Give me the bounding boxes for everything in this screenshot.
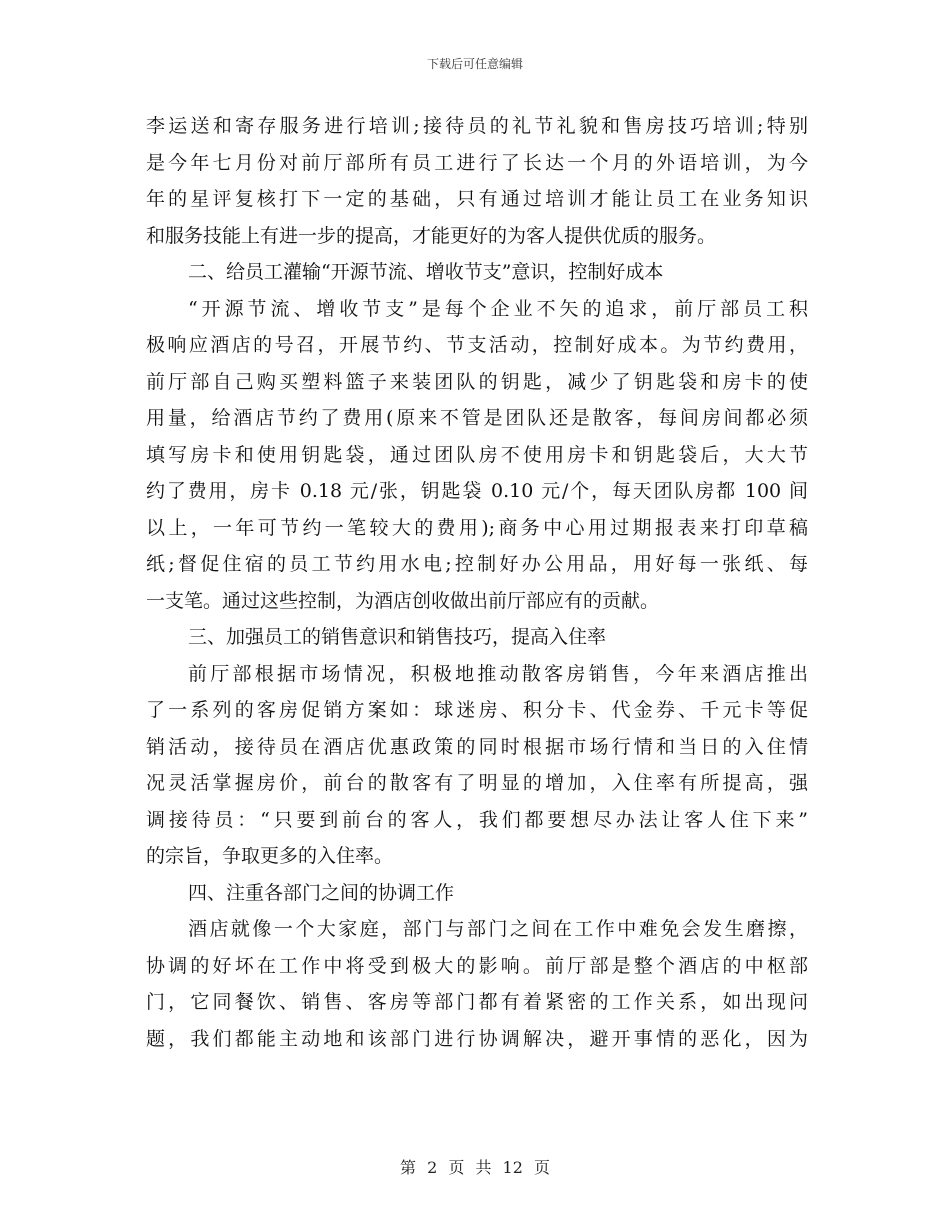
text-line: 李运送和寄存服务进行培训;接待员的礼节礼貌和售房技巧培训;特别 xyxy=(146,115,808,137)
text-line: 纸;督促住宿的员工节约用水电;控制好办公用品，用好每一张纸、每 xyxy=(146,553,808,575)
text-line: 前厅部自己购买塑料篮子来装团队的钥匙，减少了钥匙袋和房卡的使 xyxy=(146,370,808,393)
text-line: 协调的好坏在工作中将受到极大的影响。前厅部是整个酒店的中枢部 xyxy=(146,954,808,977)
text-line: 销活动，接待员在酒店优惠政策的同时根据市场行情和当日的入住情 xyxy=(146,735,808,758)
text-line: 年的星评复核打下一定的基础，只有通过培训才能让员工在业务知识 xyxy=(146,188,808,210)
text-line: 填写房卡和使用钥匙袋，通过团队房不使用房卡和钥匙袋后，大大节 xyxy=(146,443,808,466)
text-line: 调接待员：“只要到前台的客人，我们都要想尽办法让客人住下来” xyxy=(146,808,808,831)
text-line: 的宗旨，争取更多的入住率。 xyxy=(146,845,394,867)
text-line: 是今年七月份对前厅部所有员工进行了长达一个月的外语培训，为今 xyxy=(146,151,808,174)
page-number-footer: 第 2 页 共 12 页 xyxy=(400,1158,550,1177)
text-line: 况灵活掌握房价，前台的散客有了明显的增加，入住率有所提高，强 xyxy=(146,772,808,794)
page-header: 下载后可任意编辑 xyxy=(426,57,523,71)
document-body xyxy=(146,108,808,1057)
text-line: 前厅部根据市场情况，积极地推动散客房销售，今年来酒店推出 xyxy=(188,662,808,685)
text-line: “开源节流、增收节支”是每个企业不矢的追求，前厅部员工积 xyxy=(188,297,808,320)
text-line: 极响应酒店的号召，开展节约、节支活动，控制好成本。为节约费用， xyxy=(146,334,808,356)
text-line: 了一系列的客房促销方案如：球迷房、积分卡、代金券、千元卡等促 xyxy=(146,699,808,721)
text-line: 约了费用，房卡 0.18 元/张，钥匙袋 0.10 元/个，每天团队房都 100 间 xyxy=(146,480,808,502)
text-line: 和服务技能上有进一步的提高，才能更好的为客人提供优质的服务。 xyxy=(146,224,717,247)
text-line: 四、注重各部门之间的协调工作 xyxy=(188,881,455,904)
text-line: 三、加强员工的销售意识和销售技巧，提高入住率 xyxy=(188,626,607,648)
text-line: 以上，一年可节约一笔较大的费用);商务中心用过期报表来打印草稿 xyxy=(146,516,808,539)
text-line: 用量，给酒店节约了费用(原来不管是团队还是散客，每间房间都必须 xyxy=(146,407,808,429)
text-line: 门，它同餐饮、销售、客房等部门都有着紧密的工作关系，如出现问 xyxy=(146,991,808,1013)
text-line: 酒店就像一个大家庭，部门与部门之间在工作中难免会发生磨擦， xyxy=(188,918,808,940)
text-line: 一支笔。通过这些控制，为酒店创收做出前厅部应有的贡献。 xyxy=(146,589,660,612)
text-line: 二、给员工灌输“开源节流、增收节支”意识，控制好成本 xyxy=(188,261,664,283)
text-line: 题，我们都能主动地和该部门进行协调解决，避开事情的恶化，因为 xyxy=(146,1027,808,1050)
